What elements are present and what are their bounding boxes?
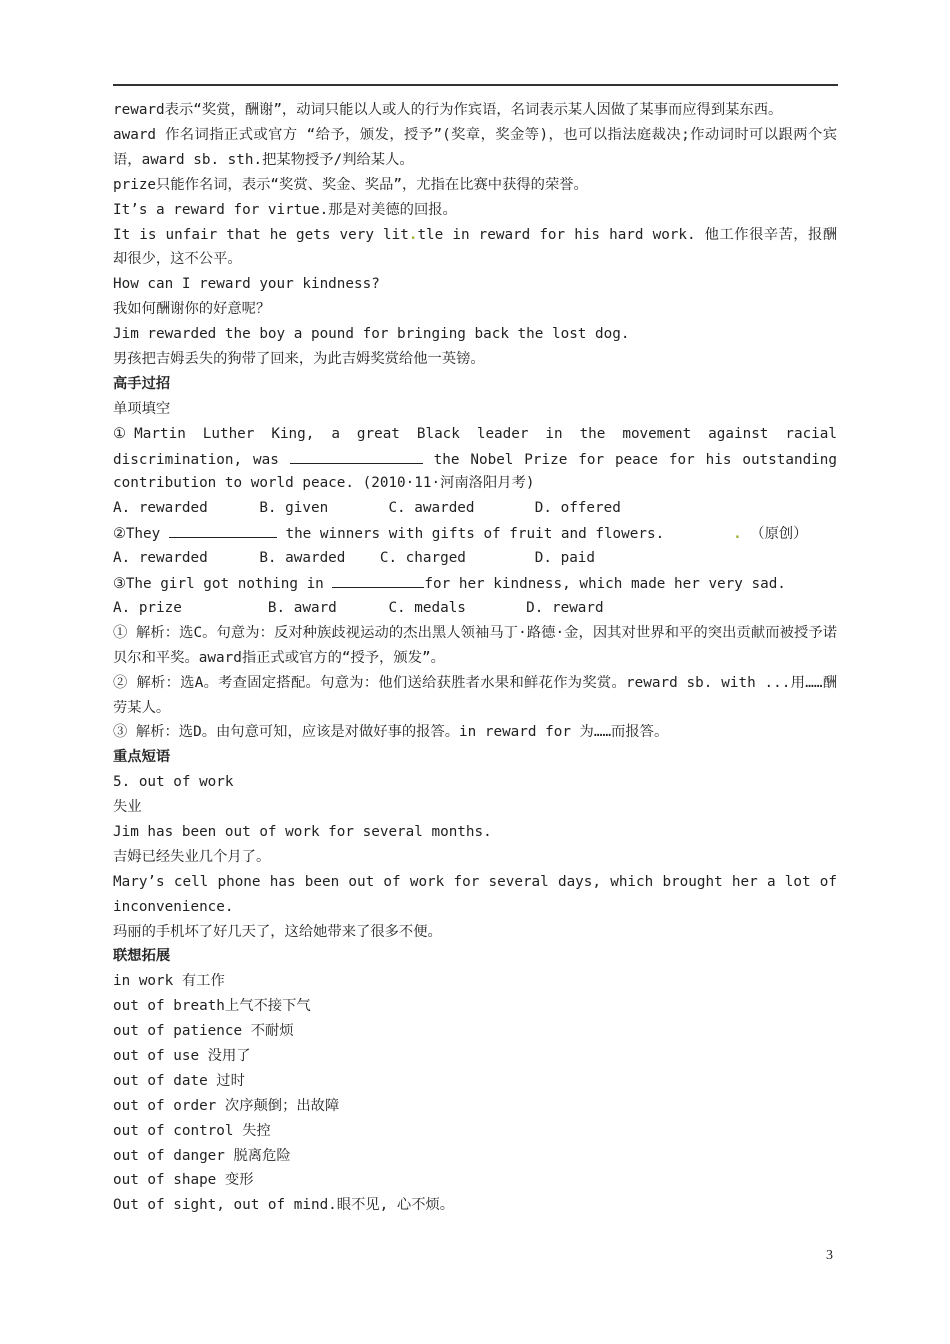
phrase-meaning: 失业 xyxy=(113,799,142,816)
example-translation: 吉姆已经失业几个月了。 xyxy=(113,848,271,865)
example-part: It is unfair that he gets very lit xyxy=(113,226,409,243)
extension-item: out of date 过时 xyxy=(113,1072,245,1089)
question-text: for her kindness, which made her very sad. xyxy=(424,576,786,592)
question-text: ②They xyxy=(113,526,161,543)
answer-explanation: ① 解析：选C。句意为：反对种族歧视运动的杰出黑人领袖马丁·路德·金，因其对世界和平的突出贡献而被授予诺贝尔和平奖。award指正式或官方的“授予，颁发”。 xyxy=(113,624,837,666)
example-translation: 男孩把吉姆丢失的狗带了回来，为此吉姆奖赏给他一英镑。 xyxy=(113,350,485,367)
question-text: discrimination, was xyxy=(113,451,279,468)
section-heading-extension: 联想拓展 xyxy=(113,948,171,965)
prize-definition: prize只能作名词，表示“奖赏、奖金、奖品”，尤指在比赛中获得的荣誉。 xyxy=(113,176,588,193)
answer-blank xyxy=(290,447,423,464)
extension-item: out of patience 不耐烦 xyxy=(113,1023,294,1040)
header-rule xyxy=(113,84,838,86)
section-heading-phrase: 重点短语 xyxy=(113,749,171,766)
question-3 xyxy=(113,571,837,596)
reward-definition: reward表示“奖赏，酬谢”，动词只能以人或人的行为作宾语，名词表示某人因做了某事而应得到某东西。 xyxy=(113,102,783,118)
question-1-options: A. rewarded B. given C. awarded D. offered xyxy=(113,500,621,517)
question-text: the winners with gifts of fruit and flowers. xyxy=(276,526,665,543)
extension-item: out of danger 脱离危险 xyxy=(113,1147,291,1164)
question-1-line xyxy=(113,447,837,472)
question-1-line: contribution to world peace. (2010·11·河南洛阳月考) xyxy=(113,475,535,492)
extension-item: out of control 失控 xyxy=(113,1122,271,1139)
example-part: tle in reward for his hard work. 他工作很辛苦，报酬却很少，这不公平。 xyxy=(113,226,837,268)
example-sentence: How can I reward your kindness? xyxy=(113,276,380,293)
question-2 xyxy=(113,521,837,546)
question-3-options: A. prize B. award C. medals D. reward xyxy=(113,599,604,616)
page-number: 3 xyxy=(826,1248,833,1263)
question-source: （原创） xyxy=(741,526,808,543)
extension-item: out of breath上气不接下气 xyxy=(113,998,311,1015)
extension-item: out of use 没用了 xyxy=(113,1048,251,1065)
extension-item: out of shape 变形 xyxy=(113,1172,254,1189)
phrase-item: 5. out of work xyxy=(113,774,234,791)
section-subheading: 单项填空 xyxy=(113,400,171,417)
answer-explanation: ③ 解析：选D。由句意可知，应该是对做好事的报答。in reward for 为……而报答。 xyxy=(113,724,669,741)
answer-blank xyxy=(332,571,424,588)
question-2-options: A. rewarded B. awarded C. charged D. paid xyxy=(113,550,596,567)
extension-item: Out of sight, out of mind.眼不见, 心不烦。 xyxy=(113,1197,455,1214)
question-text: ③The girl got nothing in xyxy=(113,576,324,592)
example-sentence: It’s a reward for virtue.那是对美德的回报。 xyxy=(113,201,457,218)
section-heading-drill: 高手过招 xyxy=(113,375,171,392)
extension-item: out of order 次序颠倒；出故障 xyxy=(113,1097,340,1114)
answer-blank xyxy=(169,521,277,538)
example-sentence: Jim has been out of work for several months. xyxy=(113,823,492,840)
question-1-line: ①Martin Luther King, a great Black leader in the movement against racial xyxy=(113,425,837,442)
page-content xyxy=(113,98,837,1218)
example-translation: 玛丽的手机坏了好几天了，这给她带来了很多不便。 xyxy=(113,923,442,940)
example-sentence: Jim rewarded the boy a pound for bringing back the lost dog. xyxy=(113,326,630,343)
marker-dot: . xyxy=(733,526,742,543)
example-sentence xyxy=(113,223,837,273)
example-translation: 我如何酬谢你的好意呢？ xyxy=(113,301,271,318)
question-text: the Nobel Prize for peace for his outstanding xyxy=(433,451,837,468)
example-sentence: Mary’s cell phone has been out of work for several days, which brought her a lot of inconvenience. xyxy=(113,873,837,915)
award-definition: award 作名词指正式或官方 “给予，颁发，授予”(奖章，奖金等)，也可以指法庭裁决;作动词时可以跟两个宾语，award sb. sth.把某物授予/判给某人。 xyxy=(113,126,837,168)
extension-item: in work 有工作 xyxy=(113,973,225,990)
answer-explanation: ② 解析：选A。考查固定搭配。句意为：他们送给获胜者水果和鲜花作为奖赏。reward sb. with ...用……酬劳某人。 xyxy=(113,674,837,716)
marker-dot: . xyxy=(408,226,418,243)
